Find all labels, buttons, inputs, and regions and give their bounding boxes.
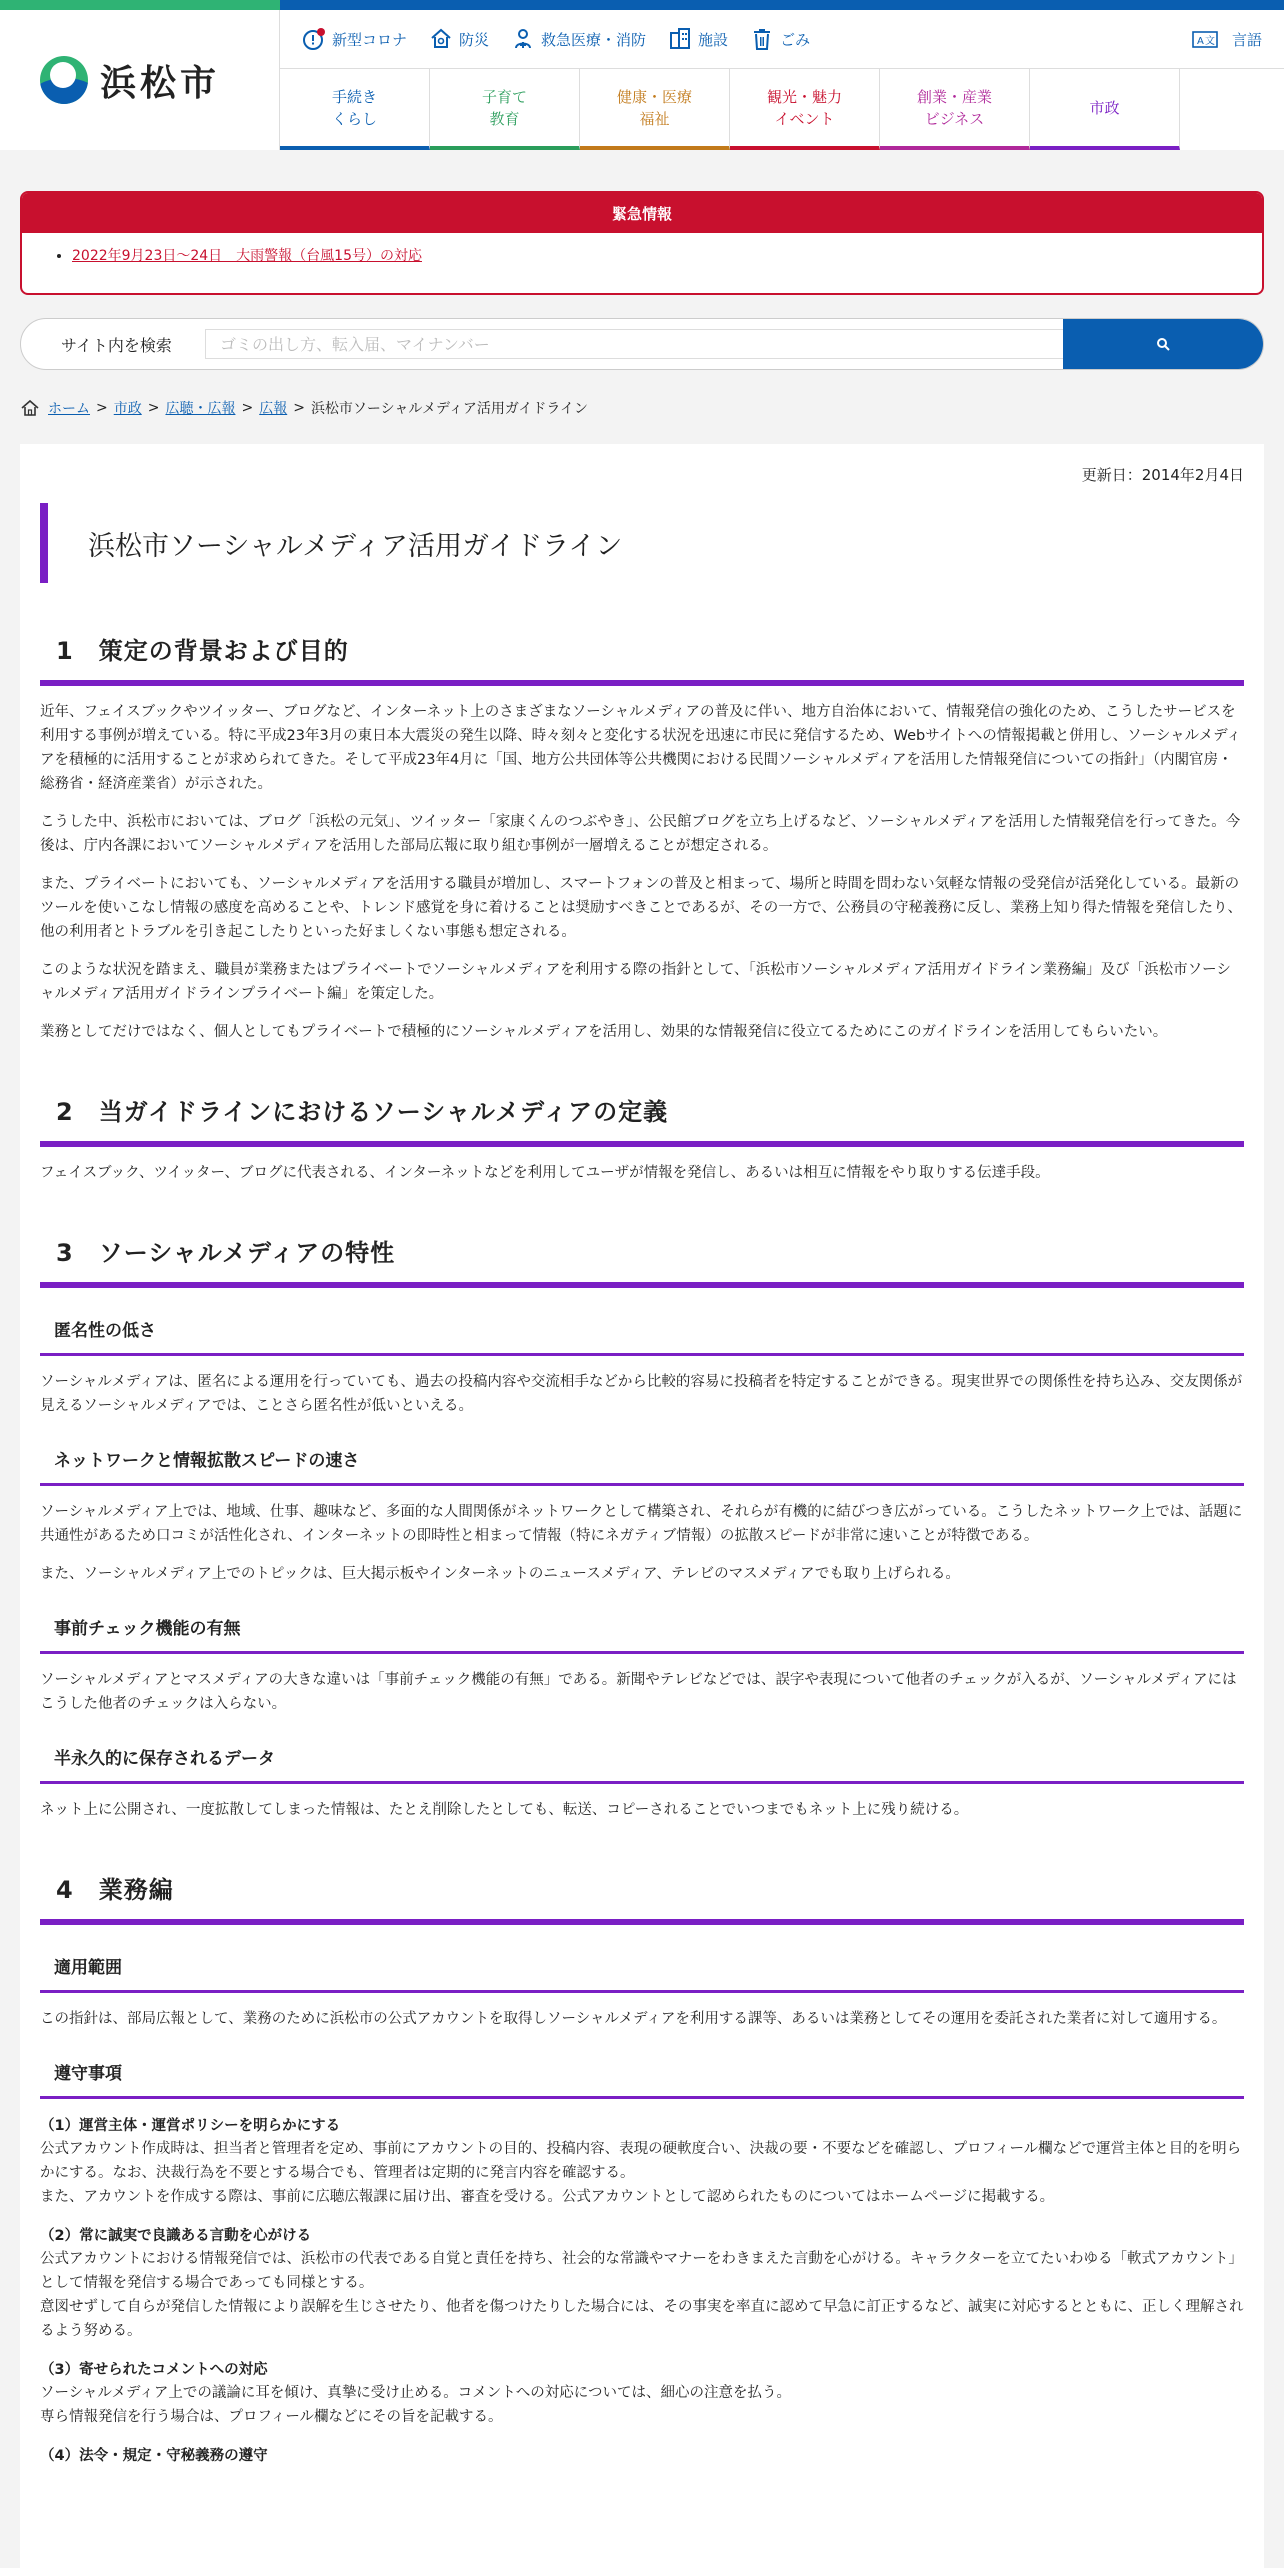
- nav-health-welfare[interactable]: [580, 69, 730, 150]
- subsection-heading: ネットワークと情報拡散スピードの速さ: [40, 1446, 1244, 1486]
- emergency-link[interactable]: 2022年9月23日～24日 大雨警報（台風15号）の対応: [72, 248, 422, 264]
- trash-icon: [750, 27, 774, 51]
- util-emergency-medical[interactable]: [511, 27, 646, 51]
- item-body: 意図せずして自らが発信した情報により誤解を生じさせたり、他者を傷つけたりした場合には、その事実を率直に認めて早急に訂正するなど、誠実に対応するとともに、正しく理解されるよう努める。: [40, 2299, 1244, 2339]
- util-garbage-label: ごみ: [780, 30, 811, 49]
- article: [40, 444, 1244, 2467]
- paragraph: 近年、フェイスブックやツイッター、ブログなど、インターネット上のさまざまなソーシャルメディアの普及に伴い、地方自治体において、情報発信の強化のため、こうしたサービスを利用する事例が増えている。特に平成23年3月の東日本大震災の発生以降、時々刻々と変化する状況を迅速に市民に発信するため、Webサイトへの情報掲載と併用し、ソーシャルメディアを積極的に活用することが求められてきた。そして平成23年4月に「国、地方公共団体等公共機関における民間ソーシャルメディアを活用した情報発信についての指針」（内閣官房・総務省・経済産業省）が示された。: [40, 704, 1242, 792]
- item-body: 公式アカウントにおける情報発信では、浜松市の代表である自覚と責任を持ち、社会的な常識やマナーをわきまえた言動を心がける。キャラクターを立てたいわゆる「軟式アカウント」として情報を発信する場合であっても同様とする。: [40, 2251, 1243, 2291]
- search-label: サイト内を検索: [61, 335, 172, 355]
- medical-person-icon: [511, 27, 535, 51]
- subsection-heading: 匿名性の低さ: [40, 1316, 1244, 1356]
- list-item: [72, 245, 1262, 265]
- breadcrumb-separator: >: [241, 400, 254, 416]
- emergency-list: [22, 245, 1262, 265]
- building-icon: [668, 27, 692, 51]
- svg-text:文: 文: [1204, 36, 1215, 47]
- nav-city-government[interactable]: [1030, 69, 1180, 150]
- paragraph: ソーシャルメディア上では、地域、仕事、趣味など、多面的な人間関係がネットワークとして構築され、それらが有機的に結びつき広がっている。こうしたネットワーク上では、話題に共通性があるため口コミが活性化され、インターネットの即時性と相まって情報（特にネガティブ情報）の拡散スピードが非常に速いことが特徴である。: [40, 1504, 1243, 1544]
- emergency-info-box: [20, 191, 1264, 295]
- subsection-heading: 適用範囲: [40, 1953, 1244, 1993]
- breadcrumb-item[interactable]: 広聴・広報: [165, 401, 236, 417]
- paragraph: また、ソーシャルメディア上でのトピックは、巨大掲示板やインターネットのニュースメディア、テレビのマスメディアでも取り上げられる。: [40, 1566, 960, 1582]
- util-bousai[interactable]: [429, 27, 489, 51]
- house-shield-icon: [429, 27, 453, 51]
- site-logo[interactable]: [40, 50, 220, 110]
- top-color-bar: [0, 0, 1284, 10]
- top-color-bar-green: [0, 0, 280, 10]
- nav-label: 観光・魅力 イベント: [766, 87, 842, 128]
- nav-label: 市政: [1089, 98, 1120, 117]
- section-heading: 1 策定の背景および目的: [40, 631, 1244, 686]
- item-body: ソーシャルメディア上での議論に耳を傾け、真摯に受け止める。コメントへの対応については、細心の注意を払う。: [40, 2385, 791, 2401]
- subsection-heading: 遵守事項: [40, 2059, 1244, 2099]
- emergency-title: 緊急情報: [22, 193, 1262, 233]
- breadcrumb-item[interactable]: 市政: [113, 401, 142, 417]
- updated-date: 更新日：2014年2月4日: [1081, 466, 1244, 484]
- paragraph: この指針は、部局広報として、業務のために浜松市の公式アカウントを取得しソーシャルメディアを利用する課等、あるいは業務としてその運用を委託された業者に対して適用する。: [40, 2011, 1227, 2027]
- city-logo-mark-icon: [40, 56, 88, 104]
- paragraph: フェイスブック、ツイッター、ブログに代表される、インターネットなどを利用してユーザが情報を発信し、あるいは相互に情報をやり取りする伝達手段。: [40, 1165, 1050, 1181]
- section-heading: 3 ソーシャルメディアの特性: [40, 1233, 1244, 1288]
- svg-text:A: A: [1196, 36, 1204, 47]
- global-nav: [280, 69, 1284, 150]
- breadcrumb-separator: >: [96, 400, 108, 416]
- breadcrumb-separator: >: [147, 400, 160, 416]
- item-title: （3）寄せられたコメントへの対応: [40, 2362, 268, 2378]
- nav-label: 子育て 教育: [481, 87, 527, 128]
- language-button[interactable]: [1192, 10, 1262, 68]
- util-covid[interactable]: [302, 27, 407, 51]
- util-facilities-label: 施設: [698, 30, 729, 49]
- item-title: （4）法令・規定・守秘義務の遵守: [40, 2448, 268, 2464]
- item-title: （2）常に誠実で良識ある言動を心がける: [40, 2228, 312, 2244]
- item-body: 専ら情報発信を行う場合は、プロフィール欄などにその旨を記載する。: [40, 2409, 503, 2425]
- language-label: 言語: [1231, 30, 1262, 49]
- search-icon: [1156, 336, 1170, 355]
- util-bousai-label: 防災: [459, 30, 490, 49]
- site-search: [20, 318, 1264, 370]
- nav-procedures-living[interactable]: [280, 69, 430, 150]
- breadcrumb-home[interactable]: ホーム: [48, 401, 90, 417]
- breadcrumb-item[interactable]: 広報: [259, 401, 288, 417]
- paragraph: このような状況を踏まえ、職員が業務またはプライベートでソーシャルメディアを利用する際の指針として、「浜松市ソーシャルメディア活用ガイドライン業務編」及び「浜松市ソーシャルメディア活用ガイドラインプライベート編」を策定した。: [40, 962, 1231, 1002]
- nav-tourism-events[interactable]: [730, 69, 880, 150]
- subsection-heading: 半永久的に保存されるデータ: [40, 1744, 1244, 1784]
- breadcrumb-separator: >: [293, 400, 305, 416]
- breadcrumb-current: 浜松市ソーシャルメディア活用ガイドライン: [310, 401, 588, 417]
- item-title: （1）運営主体・運営ポリシーを明らかにする: [40, 2118, 341, 2134]
- page-title: 浜松市ソーシャルメディア活用ガイドライン: [40, 503, 1244, 583]
- paragraph: また、プライベートにおいても、ソーシャルメディアを活用する職員が増加し、スマートフォンの普及と相まって、場所と時間を問わない気軽な情報の受発信が活発化している。最新のツールを使いこなし情報の感度を高めることや、トレンド感覚を身に着けることは奨励すべきことであるが、その一方で、公務員の守秘義務に反し、業務上知り得た情報を発信したり、他の利用者とトラブルを引き起こしたりといった好ましくない事態も想定される。: [40, 876, 1242, 940]
- home-icon: [20, 399, 40, 417]
- paragraph: こうした中、浜松市においては、ブログ「浜松の元気」、ツイッター「家康くんのつぶやき」、公民館ブログを立ち上げるなど、ソーシャルメディアを活用した情報発信を行ってきた。今後は、庁内各課においてソーシャルメディアを活用した部局広報に取り組む事例が一層増えることが想定される。: [40, 814, 1241, 854]
- info-alert-icon: [302, 27, 326, 51]
- breadcrumb: [20, 398, 588, 418]
- section-heading: 4 業務編: [40, 1870, 1244, 1925]
- util-emergency-medical-label: 救急医療・消防: [541, 30, 647, 49]
- nav-business[interactable]: [880, 69, 1030, 150]
- utility-nav: [280, 10, 1284, 69]
- paragraph: ソーシャルメディアとマスメディアの大きな違いは「事前チェック機能の有無」である。新聞やテレビなどでは、誤字や表現について他者のチェックが入るが、ソーシャルメディアにはこうした他者のチェックは入らない。: [40, 1672, 1237, 1712]
- paragraph: 業務としてだけではなく、個人としてもプライベートで積極的にソーシャルメディアを活用し、効果的な情報発信に役立てるためにこのガイドラインを活用してもらいたい。: [40, 1024, 1168, 1040]
- util-facilities[interactable]: [668, 27, 728, 51]
- logo-text: 浜松市: [100, 61, 221, 104]
- util-garbage[interactable]: [750, 27, 810, 51]
- section-heading: 2 当ガイドラインにおけるソーシャルメディアの定義: [40, 1092, 1244, 1147]
- nav-label: 手続き くらし: [331, 87, 377, 128]
- item-body: また、アカウントを作成する際は、事前に広聴広報課に届け出、審査を受ける。公式アカウントとして認められたものについてはホームページに掲載する。: [40, 2189, 1055, 2205]
- search-button[interactable]: [1063, 319, 1263, 370]
- util-covid-label: 新型コロナ: [332, 30, 408, 49]
- item-body: 公式アカウント作成時は、担当者と管理者を定め、事前にアカウントの目的、投稿内容、表現の硬軟度合い、決裁の要・不要などを確認し、プロフィール欄などで運営主体と目的を明らかにする。なお、決裁行為を不要とする場合でも、管理者は定期的に発言内容を確認する。: [40, 2141, 1242, 2181]
- nav-label: 健康・医療 福祉: [616, 87, 692, 128]
- subsection-heading: 事前チェック機能の有無: [40, 1614, 1244, 1654]
- nav-label: 創業・産業 ビジネス: [916, 87, 992, 128]
- main-content: [20, 444, 1264, 2568]
- paragraph: ネット上に公開され、一度拡散してしまった情報は、たとえ削除したとしても、転送、コピーされることでいつまでもネット上に残り続ける。: [40, 1802, 969, 1818]
- nav-childcare-education[interactable]: [430, 69, 580, 150]
- search-input[interactable]: [205, 329, 1065, 359]
- paragraph: ソーシャルメディアは、匿名による運用を行っていても、過去の投稿内容や交流相手などから比較的容易に投稿者を特定することができる。現実世界での関係性を持ち込み、交友関係が見えるソーシャルメディアでは、ことさら匿名性が低いといえる。: [40, 1374, 1243, 1414]
- language-icon: [1192, 29, 1218, 49]
